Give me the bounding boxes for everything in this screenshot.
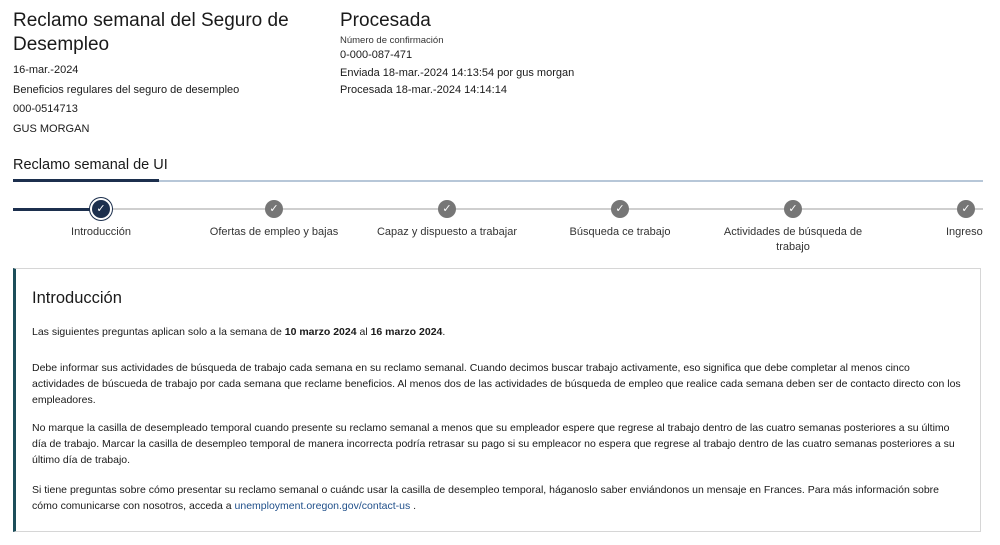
step-5-label[interactable]: Actividades de búsqueda de trabajo (723, 226, 863, 253)
step-4-label[interactable]: Búsqueda ce trabajo (569, 226, 671, 238)
step-6-check-icon[interactable]: ✓ (957, 200, 975, 218)
sent-info: Enviada 18-mar.-2024 14:13:54 por gus morgan (340, 67, 575, 79)
confirmation-label: Número de confirmación (340, 35, 444, 46)
confirmation-number: 0-000-087-471 (340, 49, 413, 61)
step-2-label[interactable]: Ofertas de empleo y bajas (209, 226, 339, 238)
week-range-connector: al (356, 326, 371, 338)
step-3-check-icon[interactable]: ✓ (438, 200, 456, 218)
claim-title: Reclamo semanal del Seguro de Desempleo (13, 10, 289, 55)
step-2-check-icon[interactable]: ✓ (265, 200, 283, 218)
processed-info: Procesada 18-mar.-2024 14:14:14 (340, 84, 507, 96)
contact-suffix: . (410, 500, 417, 512)
step-5-check-icon[interactable]: ✓ (784, 200, 802, 218)
tab-active-indicator (13, 179, 159, 182)
week-end-date: 16 marzo 2024 (370, 326, 443, 338)
contact-us-link[interactable]: unemployment.oregon.gov/contact-us (234, 500, 411, 512)
temporary-layoff-paragraph: No marque la casilla de desempleado temporal cuando presente su reclamo semanal a menos que su empleador espere que regrese al trabajo dentro de las cuatro semanas posteriores a su último día de trabajo. Marcar la casilla de desempleo temporal de manera incorrecta podría retrasar su pago si su empleacor no espera que regrese al trabajo dentro de las cuatro semanas posteriores a su último día de trabajo. (32, 422, 955, 466)
step-3-label[interactable]: Capaz y dispuesto a trabajar (376, 226, 518, 238)
week-range-text (32, 324, 962, 340)
step-4-check-icon[interactable]: ✓ (611, 200, 629, 218)
step-6-label[interactable]: Ingreso (946, 226, 983, 238)
week-range-prefix: Las siguientes preguntas aplican solo a la semana de (32, 326, 285, 338)
stepper-track (13, 208, 983, 210)
claim-program: Beneficios regulares del seguro de desempleo (13, 84, 240, 96)
introduction-card (13, 268, 981, 532)
step-1-check-icon[interactable]: ✓ (92, 200, 110, 218)
claim-id: 000-0514713 (13, 103, 78, 115)
work-search-paragraph: Debe informar sus actividades de búsqueda de trabajo cada semana en su reclamo semanal. Cuando decimos buscar trabajo activamente, eso significa que debe completar al menos cinco actividades de búscueda de trabajo por cada semana que reclame beneficios. Al menos dos de las actividades de búsqueda de empleo que realice cada semana deben ser de contacto directo con los empleadores. (32, 362, 961, 406)
week-start-date: 10 marzo 2024 (284, 326, 357, 338)
step-1-label[interactable]: Introducción (71, 226, 131, 238)
introduction-title: Introducción (32, 289, 122, 307)
contact-paragraph (32, 482, 962, 514)
claimant-name: GUS MORGAN (13, 123, 90, 135)
status-title: Procesada (340, 10, 431, 31)
claim-date: 16-mar.-2024 (13, 64, 79, 76)
stepper-progress (13, 208, 101, 211)
contact-text: Si tiene preguntas sobre cómo presentar su reclamo semanal o cuándc usar la casilla de desempleo temporal, háganoslo saber enviándonos un mensaje en Frances. Para más información sobre cómo comunicarse con nosotros, acceda a (32, 484, 940, 512)
week-range-suffix: . (442, 326, 446, 338)
tab-weekly-claim[interactable]: Reclamo semanal de UI (13, 157, 168, 173)
